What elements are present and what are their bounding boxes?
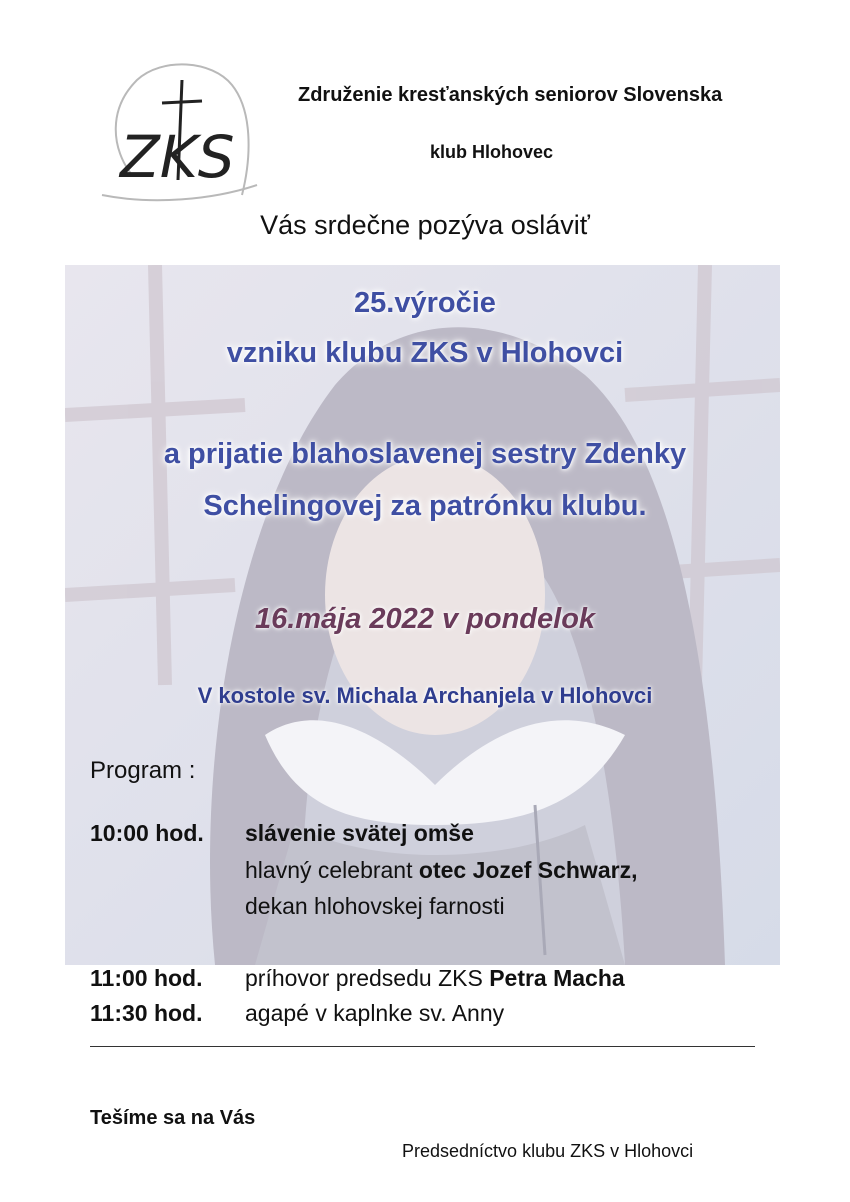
anniversary-title: 25.výročie bbox=[354, 287, 496, 319]
closing-line: Tešíme sa na Vás bbox=[90, 1107, 256, 1129]
patroness-line-2: Schelingovej za patrónku klubu. bbox=[203, 490, 647, 522]
program-time-2: 11:00 hod. bbox=[90, 965, 203, 991]
cross-zks-logo-icon bbox=[92, 55, 262, 205]
program-desc-2 bbox=[245, 965, 625, 992]
celebrant-name: otec Jozef Schwarz, bbox=[418, 857, 638, 883]
svg-text:ZKS: ZKS bbox=[120, 123, 235, 191]
speaker-name: Petra Macha bbox=[489, 965, 625, 991]
program-celebrant bbox=[245, 857, 637, 884]
signature: Predsedníctvo klubu ZKS v Hlohovci bbox=[402, 1141, 694, 1161]
event-venue: V kostole sv. Michala Archanjela v Hlohovci bbox=[197, 683, 653, 708]
zks-logo bbox=[92, 55, 262, 205]
club-name: klub Hlohovec bbox=[430, 142, 554, 162]
patroness-line-1: a prijatie blahoslavenej sestry Zdenky bbox=[163, 438, 687, 470]
celebrant-label: hlavný celebrant bbox=[245, 857, 419, 883]
program-title-1: slávenie svätej omše bbox=[245, 820, 474, 846]
organization-name: Združenie kresťanských seniorov Slovenska bbox=[298, 84, 723, 106]
event-date: 16.mája 2022 v pondelok bbox=[254, 603, 596, 635]
invite-line: Vás srdečne pozýva osláviť bbox=[260, 210, 590, 240]
anniversary-subtitle: vzniku klubu ZKS v Hlohovci bbox=[226, 337, 624, 369]
divider-line bbox=[90, 1046, 755, 1047]
program-label: Program : bbox=[90, 757, 196, 784]
program-dean: dekan hlohovskej farnosti bbox=[245, 893, 505, 919]
program-desc-3: agapé v kaplnke sv. Anny bbox=[245, 1000, 505, 1026]
program-time-3: 11:30 hod. bbox=[90, 1000, 203, 1026]
program-time-1: 10:00 hod. bbox=[90, 820, 204, 846]
speech-label: príhovor predsedu ZKS bbox=[245, 965, 490, 991]
